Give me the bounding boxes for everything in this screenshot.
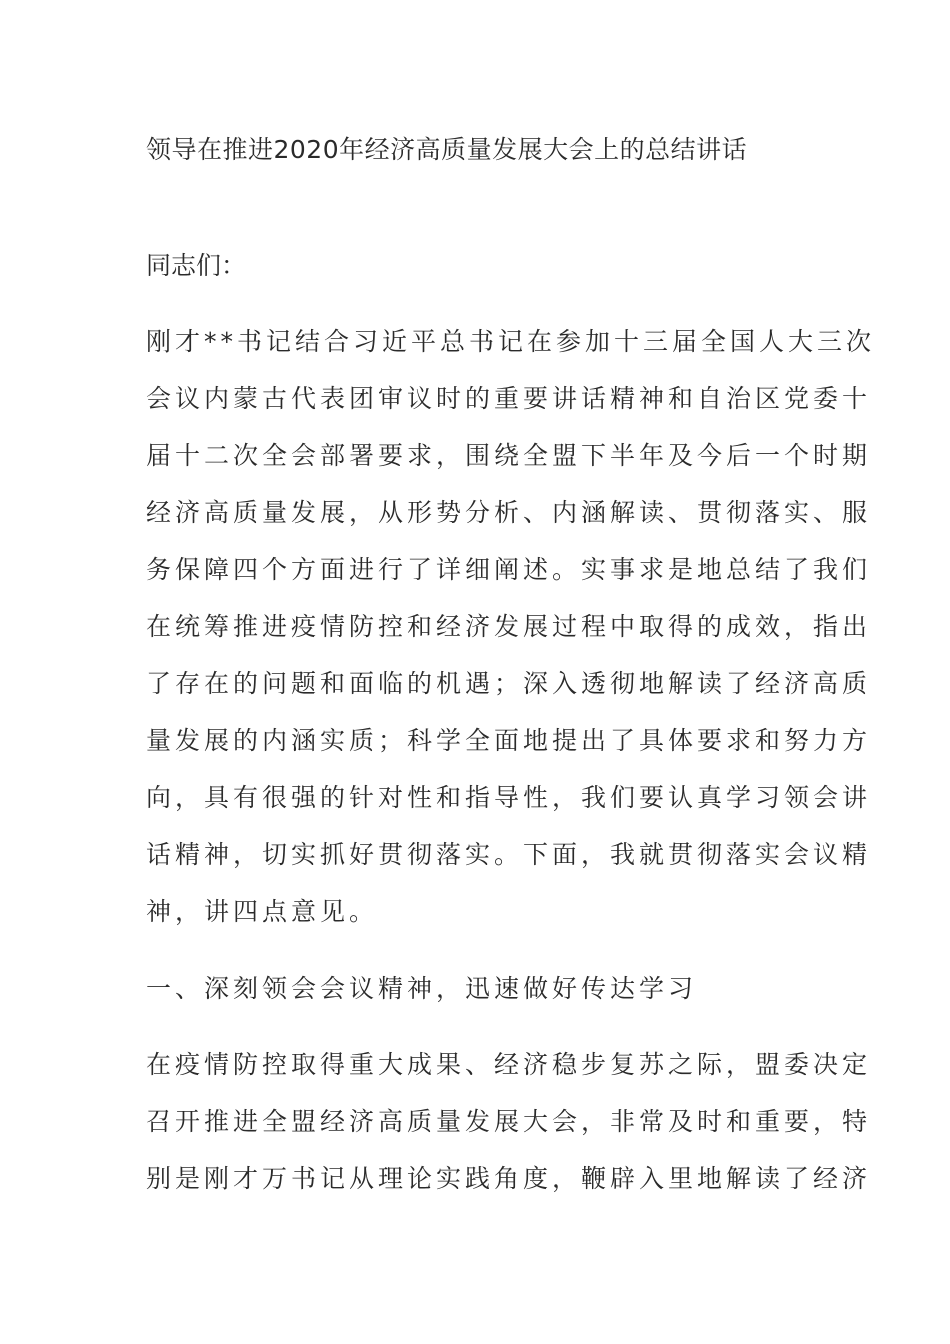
paragraph-1-line: 经济高质量发展，从形势分析、内涵解读、贯彻落实、服 — [146, 498, 872, 527]
paragraph-1-line: 量发展的内涵实质；科学全面地提出了具体要求和努力方 — [146, 726, 872, 755]
paragraph-1-line: 话精神，切实抓好贯彻落实。下面，我就贯彻落实会议精 — [146, 840, 872, 869]
paragraph-1-line: 会议内蒙古代表团审议时的重要讲话精神和自治区党委十 — [146, 384, 872, 413]
paragraph-1-line: 向，具有很强的针对性和指导性，我们要认真学习领会讲 — [146, 783, 872, 812]
paragraph-1-line: 在统筹推进疫情防控和经济发展过程中取得的成效，指出 — [146, 612, 872, 641]
paragraph-1-line: 务保障四个方面进行了详细阐述。实事求是地总结了我们 — [146, 555, 872, 584]
paragraph-2-line: 召开推进全盟经济高质量发展大会，非常及时和重要，特 — [146, 1107, 872, 1136]
paragraph-1-line: 了存在的问题和面临的机遇；深入透彻地解读了经济高质 — [146, 669, 872, 698]
paragraph-1-line: 神，讲四点意见。 — [146, 897, 379, 926]
paragraph-1-line: 刚才**书记结合习近平总书记在参加十三届全国人大三次 — [146, 327, 876, 356]
document-title: 领导在推进2020年经济高质量发展大会上的总结讲话 — [146, 135, 748, 164]
paragraph-1-line: 届十二次全会部署要求，围绕全盟下半年及今后一个时期 — [146, 441, 872, 470]
section-heading: 一、深刻领会会议精神，迅速做好传达学习 — [146, 974, 698, 1003]
paragraph-2-line: 在疫情防控取得重大成果、经济稳步复苏之际，盟委决定 — [146, 1050, 872, 1079]
salutation: 同志们： — [146, 251, 247, 280]
paragraph-2-line: 别是刚才万书记从理论实践角度，鞭辟入里地解读了经济 — [146, 1164, 872, 1193]
